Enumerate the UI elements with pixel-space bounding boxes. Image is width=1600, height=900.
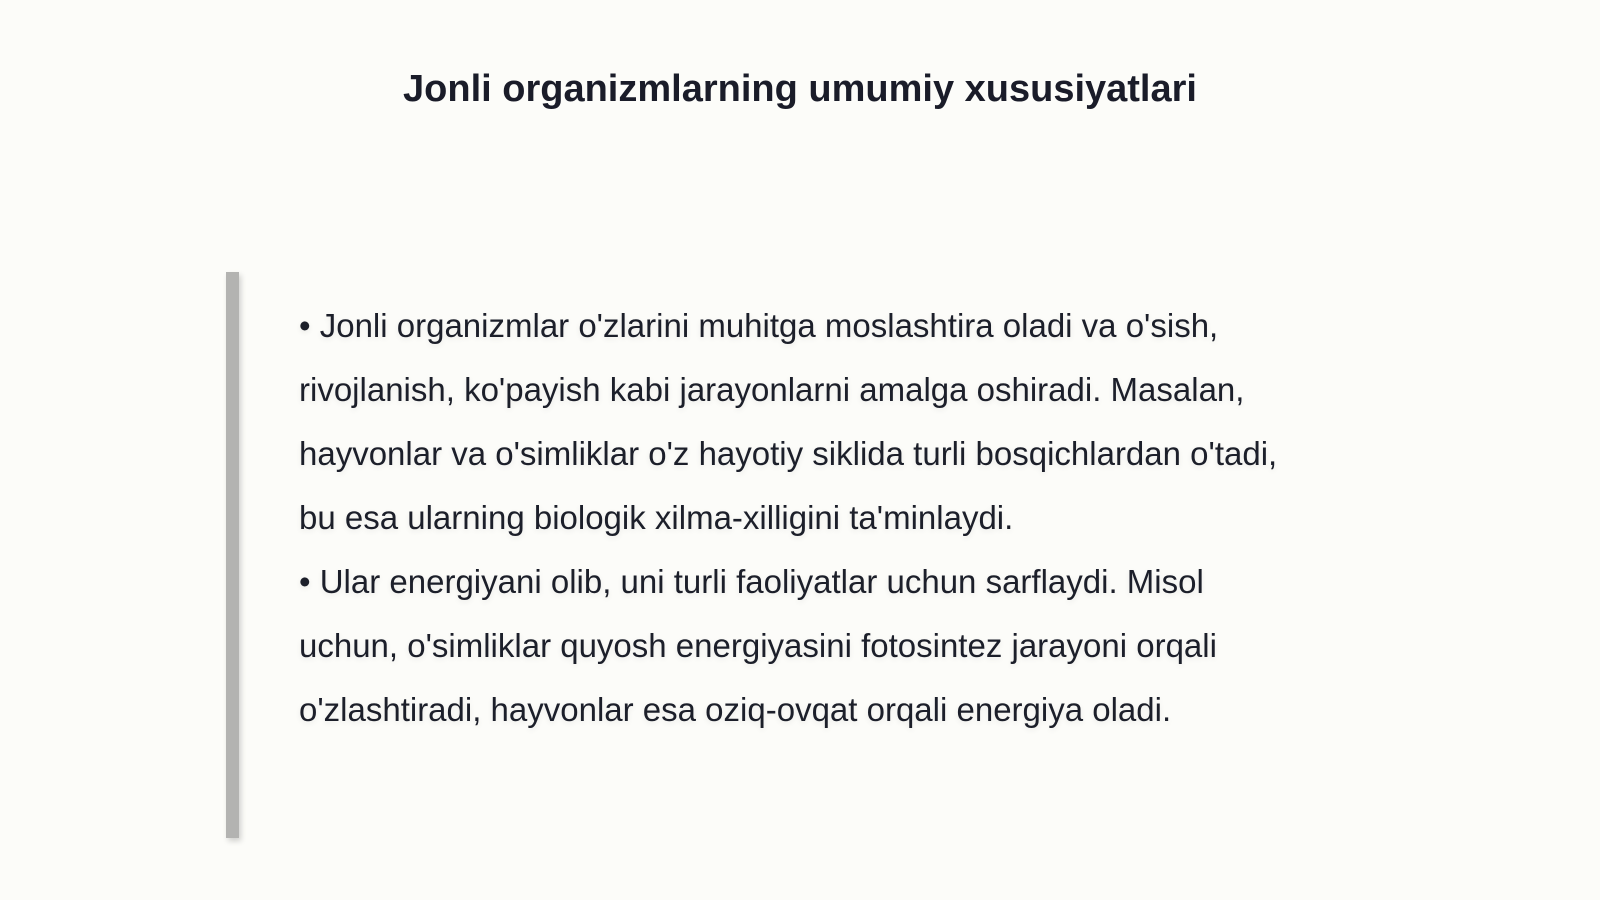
bullet-paragraph-2: • Ular energiyani olib, uni turli faoliyatlar uchun sarflaydi. Misol uchun, o'simliklar quyosh energiyasini fotosintez jarayoni orqali o'zlashtiradi, hayvonlar esa oziq-ovqat orqali energiya oladi. xyxy=(299,563,1217,728)
bullet-paragraph-1: • Jonli organizmlar o'zlarini muhitga moslashtira oladi va o'sish, rivojlanish, ko'payish kabi jarayonlarni amalga oshiradi. Masalan, hayvonlar va o'simliklar o'z hayotiy siklida turli bosqichlardan o'tadi, bu esa ularning biologik xilma-xilligini ta'minlaydi. xyxy=(299,307,1278,536)
slide-title: Jonli organizmlarning umumiy xususiyatlari xyxy=(403,68,1197,110)
accent-bar xyxy=(226,272,239,838)
content-block xyxy=(226,272,1306,838)
body-text xyxy=(299,294,1309,742)
